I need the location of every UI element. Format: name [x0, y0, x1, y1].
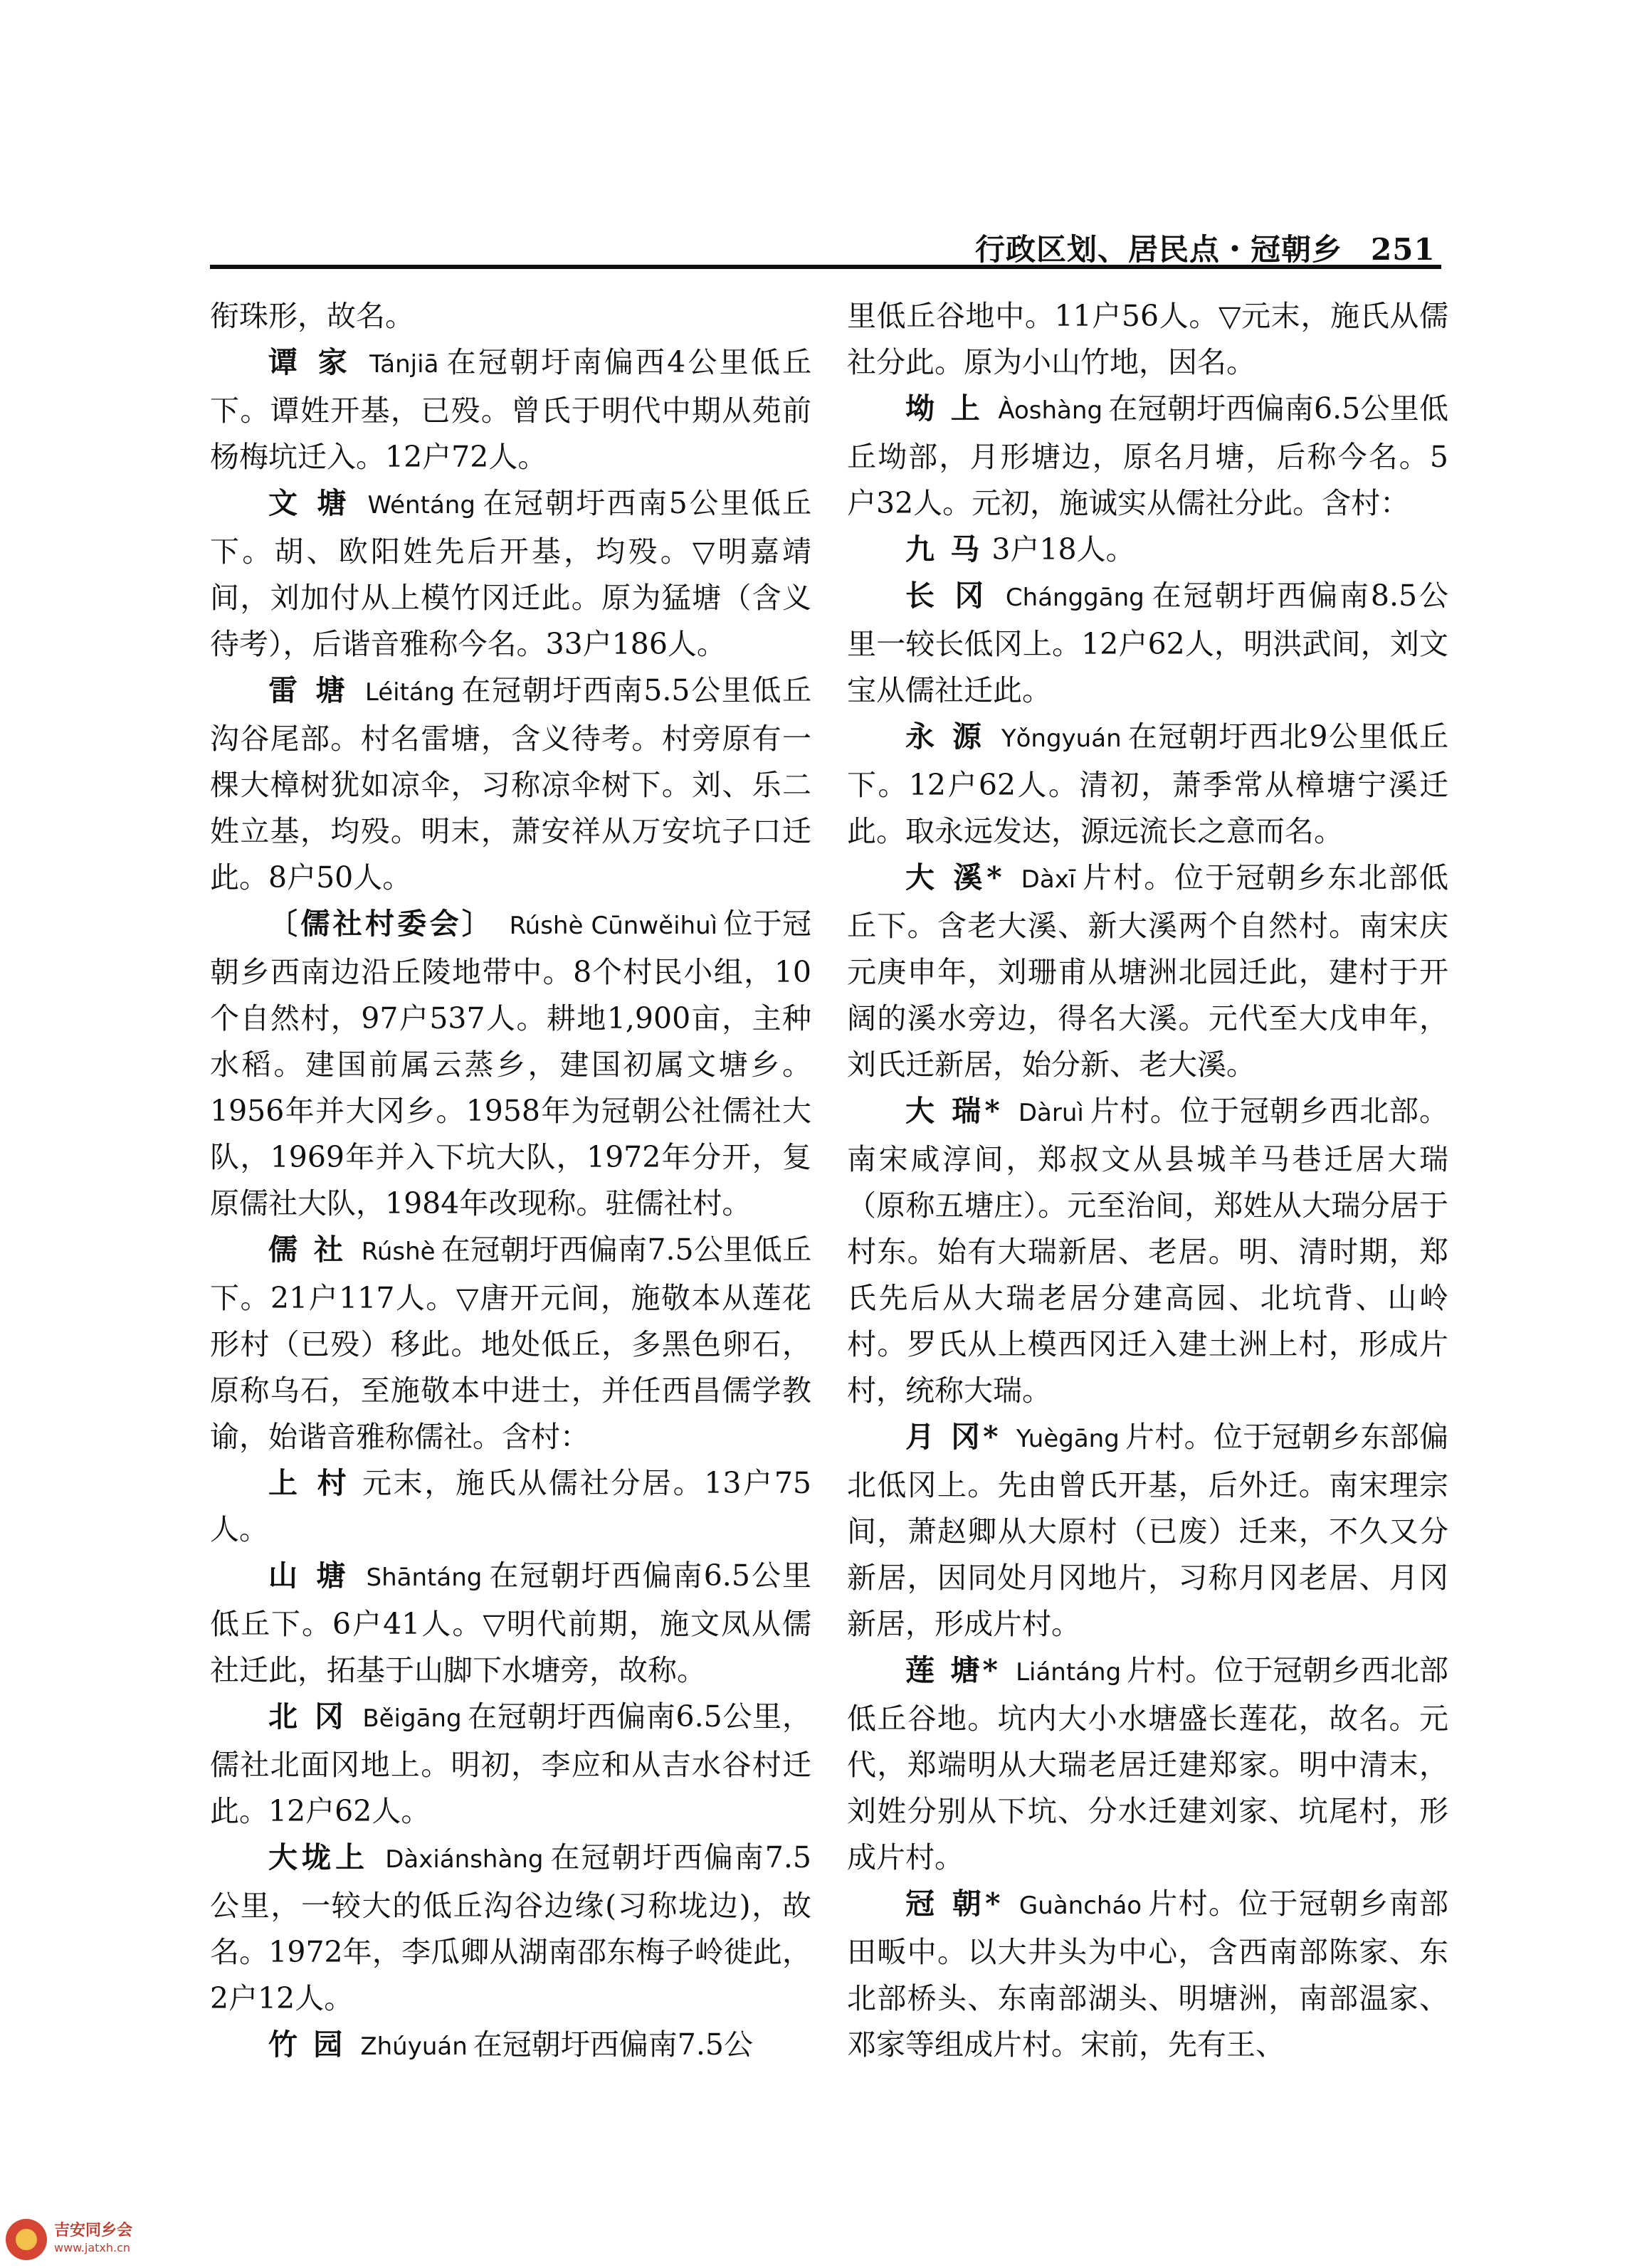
entry — [210, 480, 811, 668]
entry-text: 在冠朝圩西偏南7.5公里低丘下。21户117人。▽唐开元间，施敬本从莲花形村（已殁）移此。地处低丘，多黑色卵石，原称乌石，至施敬本中进士，并任西昌儒学教谕，始谐音雅称儒社。含村： — [210, 1233, 811, 1454]
entry — [847, 1647, 1448, 1881]
entry-headword: 大 溪* — [905, 860, 1005, 895]
entry-text: 位于冠朝乡西南边沿丘陵地带中。8个村民小组，10个自然村，97户537人。耕地1,900亩，主种水稻。建国前属云蒸乡，建国初属文塘乡。1956年并大冈乡。1958年为冠朝公社儒社大队，1969年并入下坑大队，1972年分开，复原儒社大队，1984年改现称。驻儒社村。 — [210, 907, 812, 1220]
entry-text: 在冠朝圩西偏南8.5公里一较长低冈上。12户62人，明洪武间，刘文宝从儒社迁此。 — [847, 579, 1448, 707]
entry-headword: 上 村 — [268, 1466, 352, 1500]
watermark-logo-icon — [6, 2219, 47, 2260]
entry-headword: 月 冈* — [905, 1420, 1001, 1454]
entry-headword: 大垅上 — [268, 1840, 369, 1874]
entry-text: 片村。位于冠朝乡西北部。南宋咸淳间，郑叔文从县城羊马巷迁居大瑞（原称五塘庄）。元至治间，郑姓从大瑞分居于村东。始有大瑞新居、老居。明、清时期，郑氏先后从大瑞老居分建高园、北坑背、山岭村。罗氏从上模西冈迁入建土洲上村，形成片村，统称大瑞。 — [847, 1094, 1449, 1408]
entry-headword: 九 马 — [905, 532, 983, 566]
entry-pinyin: Zhúyuán — [360, 2032, 468, 2061]
entry-text: 在冠朝圩西偏南6.5公里低丘坳部，月形塘边，原名月塘，后称今名。5户32人。元初，施诚实从儒社分此。含村： — [847, 391, 1448, 520]
entry-pinyin: Tánjiā — [369, 350, 439, 379]
entry-text: 在冠朝圩西北9公里低丘下。12户62人。清初，萧季常从樟塘宁溪迁此。取永远发达，源远流长之意而名。 — [847, 719, 1448, 848]
entry-headword: 〔儒社村委会〕 — [268, 907, 495, 941]
entry-headword: 大 瑞* — [905, 1094, 1003, 1128]
running-header — [975, 226, 1436, 269]
entry-pinyin: Wéntáng — [367, 491, 475, 519]
entry-pinyin: Dàxī — [1021, 865, 1076, 894]
entry — [847, 855, 1448, 1088]
entry-headword: 北 冈 — [268, 1699, 347, 1734]
entry — [847, 1414, 1448, 1647]
entry-headword: 雷 塘 — [268, 673, 349, 707]
entry-text: 片村。位于冠朝乡西北部低丘谷地。坑内大小水塘盛长莲花，故名。元代，郑端明从大瑞老居迁建郑家。明中清末，刘姓分别从下坑、分水迁建刘家、坑尾村，形成片村。 — [847, 1653, 1449, 1874]
right-column — [847, 293, 1448, 2068]
entry-pinyin: Chánggāng — [1005, 584, 1144, 612]
entry-pinyin: Rúshè — [361, 1238, 436, 1266]
entry — [210, 1460, 811, 1553]
entry-text: 在冠朝圩西偏南6.5公里低丘下。6户41人。▽明代前期，施文凤从儒社迁此，拓基于山脚下水塘旁，故称。 — [210, 1558, 811, 1687]
entry-headword: 坳 上 — [905, 391, 984, 426]
entry-pinyin: Yuègāng — [1016, 1425, 1120, 1453]
entry — [210, 901, 811, 1227]
entry-pinyin: Dàxiánshàng — [385, 1845, 544, 1874]
entry-text: 在冠朝圩西南5公里低丘下。胡、欧阳姓先后开基，均殁。▽明嘉靖间，刘加付从上模竹冈迁此。原为猛塘（含义待考），后谐音雅称今名。33户186人。 — [210, 486, 811, 661]
entry — [210, 339, 811, 480]
entry-headword: 文 塘 — [268, 486, 351, 520]
entry-text: 在冠朝圩西偏南6.5公里，儒社北面冈地上。明初，李应和从吉水谷村迁此。12户62人。 — [210, 1699, 811, 1828]
entry-text: 衔珠形，故名。 — [210, 299, 414, 333]
entry-pinyin: Léitáng — [364, 678, 455, 707]
entry — [210, 1553, 811, 1694]
entry-pinyin: Yǒngyuán — [1001, 724, 1122, 753]
entry-pinyin: Liántáng — [1016, 1658, 1122, 1687]
entry-pinyin: Běigāng — [362, 1704, 462, 1733]
entry — [847, 1088, 1448, 1414]
entry-text: 元末，施氏从儒社分居。13户75人。 — [210, 1466, 811, 1546]
entry-text: 在冠朝圩西偏南7.5公 — [473, 2027, 753, 2062]
entry — [210, 1227, 811, 1460]
entry-pinyin: Dàruì — [1018, 1099, 1084, 1127]
entry-headword: 永 源 — [905, 719, 986, 754]
entry — [847, 386, 1448, 527]
entry-headword: 山 塘 — [268, 1558, 350, 1593]
entry — [847, 714, 1448, 855]
entry — [210, 293, 811, 339]
entry — [210, 668, 811, 901]
entry-text: 里低丘谷地中。11户56人。▽元末，施氏从儒社分此。原为小山竹地，因名。 — [847, 299, 1448, 379]
entry-pinyin: Shāntáng — [366, 1563, 483, 1592]
header-rule — [210, 265, 1441, 269]
entry-text: 片村。位于冠朝乡东北部低丘下。含老大溪、新大溪两个自然村。南宋庆元庚申年，刘珊甫从塘洲北园迁此，建村于开阔的溪水旁边，得名大溪。元代至大戊申年，刘氏迁新居，始分新、老大溪。 — [847, 860, 1448, 1082]
entry-pinyin: Rúshè Cūnwěihuì — [509, 912, 718, 940]
entry — [847, 293, 1448, 386]
left-column — [210, 293, 811, 2070]
entry-headword: 竹 园 — [268, 2027, 346, 2062]
entry-text: 片村。位于冠朝乡东部偏北低冈上。先由曾氏开基，后外迁。南宋理宗间，萧赵卿从大原村（已废）迁来，不久又分新居，因同处月冈地片，习称月冈老居、月冈新居，形成片村。 — [847, 1420, 1448, 1641]
entry-text: 在冠朝圩南偏西4公里低丘下。谭姓开基，已殁。曾氏于明代中期从苑前杨梅坑迁入。12户72人。 — [210, 345, 811, 474]
entry — [847, 1881, 1448, 2068]
entry-text: 在冠朝圩西偏南7.5公里，一较大的低丘沟谷边缘(习称垅边)，故名。1972年，李瓜卿从湖南邵东梅子岭徙此，2户12人。 — [210, 1840, 812, 2015]
entry — [847, 573, 1448, 714]
entry-text: 3户18人。 — [991, 532, 1135, 566]
entry — [210, 1835, 811, 2022]
entry-headword: 莲 塘* — [905, 1653, 1001, 1687]
watermark-name: 吉安同乡会 — [54, 2222, 133, 2240]
entry-pinyin: Àoshàng — [998, 396, 1103, 425]
watermark-url: www.jatxh.cn — [54, 2241, 131, 2254]
entry — [210, 1694, 811, 1835]
entry — [210, 2022, 811, 2070]
page-number: 251 — [1371, 232, 1436, 267]
entry-headword: 冠 朝* — [905, 1887, 1004, 1921]
entry-headword: 长 冈 — [905, 579, 989, 613]
entry-text: 在冠朝圩西南5.5公里低丘沟谷尾部。村名雷塘，含义待考。村旁原有一棵大樟树犹如凉伞，习称凉伞树下。刘、乐二姓立基，均殁。明末，萧安祥从万安坑子口迁此。8户50人。 — [210, 673, 811, 895]
watermark — [6, 2219, 132, 2260]
entry — [847, 527, 1448, 573]
entry-pinyin: Guàncháo — [1018, 1892, 1142, 1920]
entry-headword: 谭 家 — [268, 345, 352, 379]
section-title: 行政区划、居民点・冠朝乡 — [975, 232, 1343, 267]
entry-text: 片村。位于冠朝乡南部田畈中。以大井头为中心，含西南部陈家、东北部桥头、东南部湖头、明塘洲，南部温家、邓家等组成片村。宋前，先有王、 — [847, 1887, 1448, 2062]
entry-headword: 儒 社 — [268, 1233, 347, 1267]
